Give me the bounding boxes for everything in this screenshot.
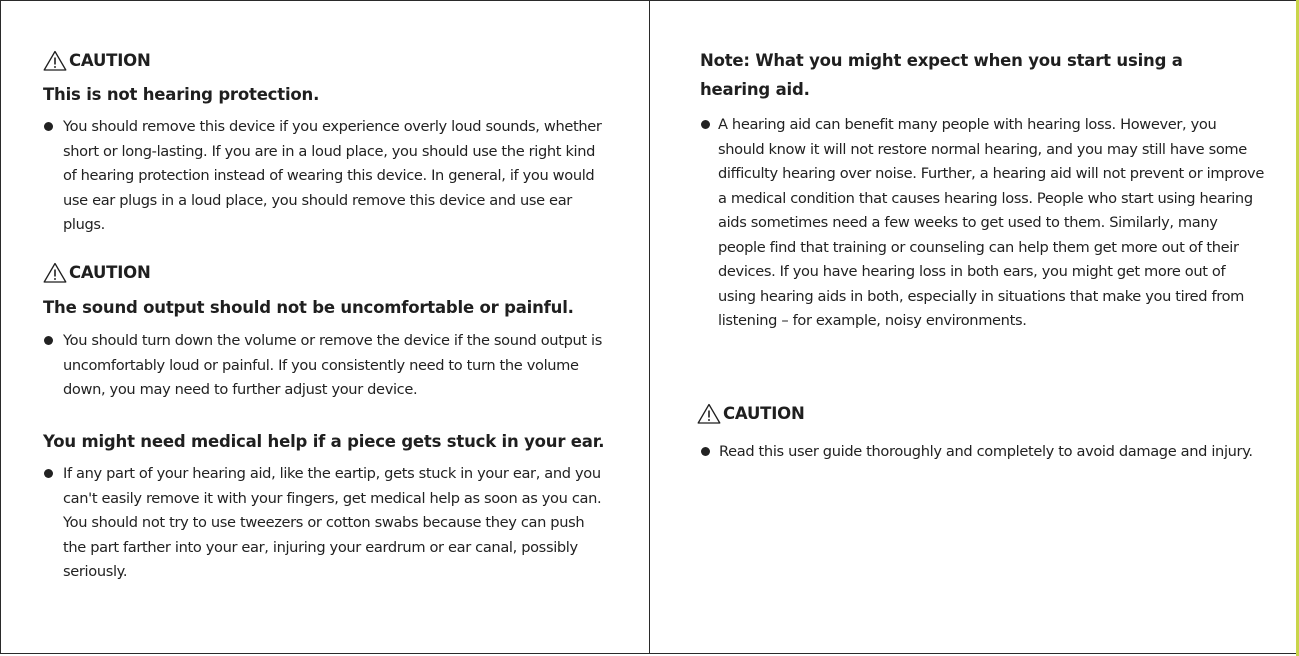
bullet-dot xyxy=(701,447,710,456)
caution-label-1 xyxy=(43,50,151,71)
bullet-item-note xyxy=(718,113,1266,334)
caution-label-3 xyxy=(697,403,805,424)
bullet-text: You should turn down the volume or remove the device if the sound output is uncomfortably loud or painful. If you consistently need to turn the volume down, you may need to further adjust your device. xyxy=(63,332,603,398)
bullet-item-user-guide xyxy=(719,440,1267,465)
bullet-item-sound-output xyxy=(63,329,611,403)
bullet-dot xyxy=(44,469,53,478)
warning-triangle-icon xyxy=(43,50,67,71)
caution-label-2 xyxy=(43,262,151,283)
bullet-dot xyxy=(44,122,53,131)
caution-text: CAUTION xyxy=(69,51,151,70)
bullet-text: If any part of your hearing aid, like the eartip, gets stuck in your ear, and you can't easily remove it with your fingers, get medical help as soon as you can. You should not try to use tweezers or cotton swabs because they can push the part farther into your ear, injuring your eardrum or ear canal, possibly seriously. xyxy=(63,465,602,580)
left-page xyxy=(0,0,651,654)
note-heading: Note: What you might expect when you start using a hearing aid. xyxy=(700,51,1183,99)
bullet-item-hearing-protection xyxy=(63,115,611,238)
section-heading-sound-output: The sound output should not be uncomfortable or painful. xyxy=(43,298,574,317)
section-heading-medical-help: You might need medical help if a piece gets stuck in your ear. xyxy=(43,432,605,451)
bullet-text: You should remove this device if you experience overly loud sounds, whether short or long-lasting. If you are in a loud place, you should use the right kind of hearing protection instead of wearing this device. In general, if you would use ear plugs in a loud place, you should remove this device and use ear plugs. xyxy=(63,118,602,233)
warning-triangle-icon xyxy=(43,262,67,283)
caution-text: CAUTION xyxy=(69,263,151,282)
bullet-item-medical-help xyxy=(63,462,611,585)
bullet-dot xyxy=(44,336,53,345)
bullet-dot xyxy=(701,120,710,129)
bullet-text: A hearing aid can benefit many people with hearing loss. However, you should know it will not restore normal hearing, and you may still have some difficulty hearing over noise. Further, a hearing aid will not prevent or improve a medical condition that causes hearing loss. People who start using hearing aids sometimes need a few weeks to get used to them. Similarly, many people find that training or counseling can help them get more out of their devices. If you have hearing loss in both ears, you might get more out of using hearing aids in both, especially in situations that make you tired from listening – for example, noisy environments. xyxy=(718,116,1264,329)
bullet-text: Read this user guide thoroughly and completely to avoid damage and injury. xyxy=(719,443,1253,460)
right-page xyxy=(649,0,1298,654)
section-heading-hearing-protection: This is not hearing protection. xyxy=(43,85,320,104)
caution-text: CAUTION xyxy=(723,404,805,423)
warning-triangle-icon xyxy=(697,403,721,424)
